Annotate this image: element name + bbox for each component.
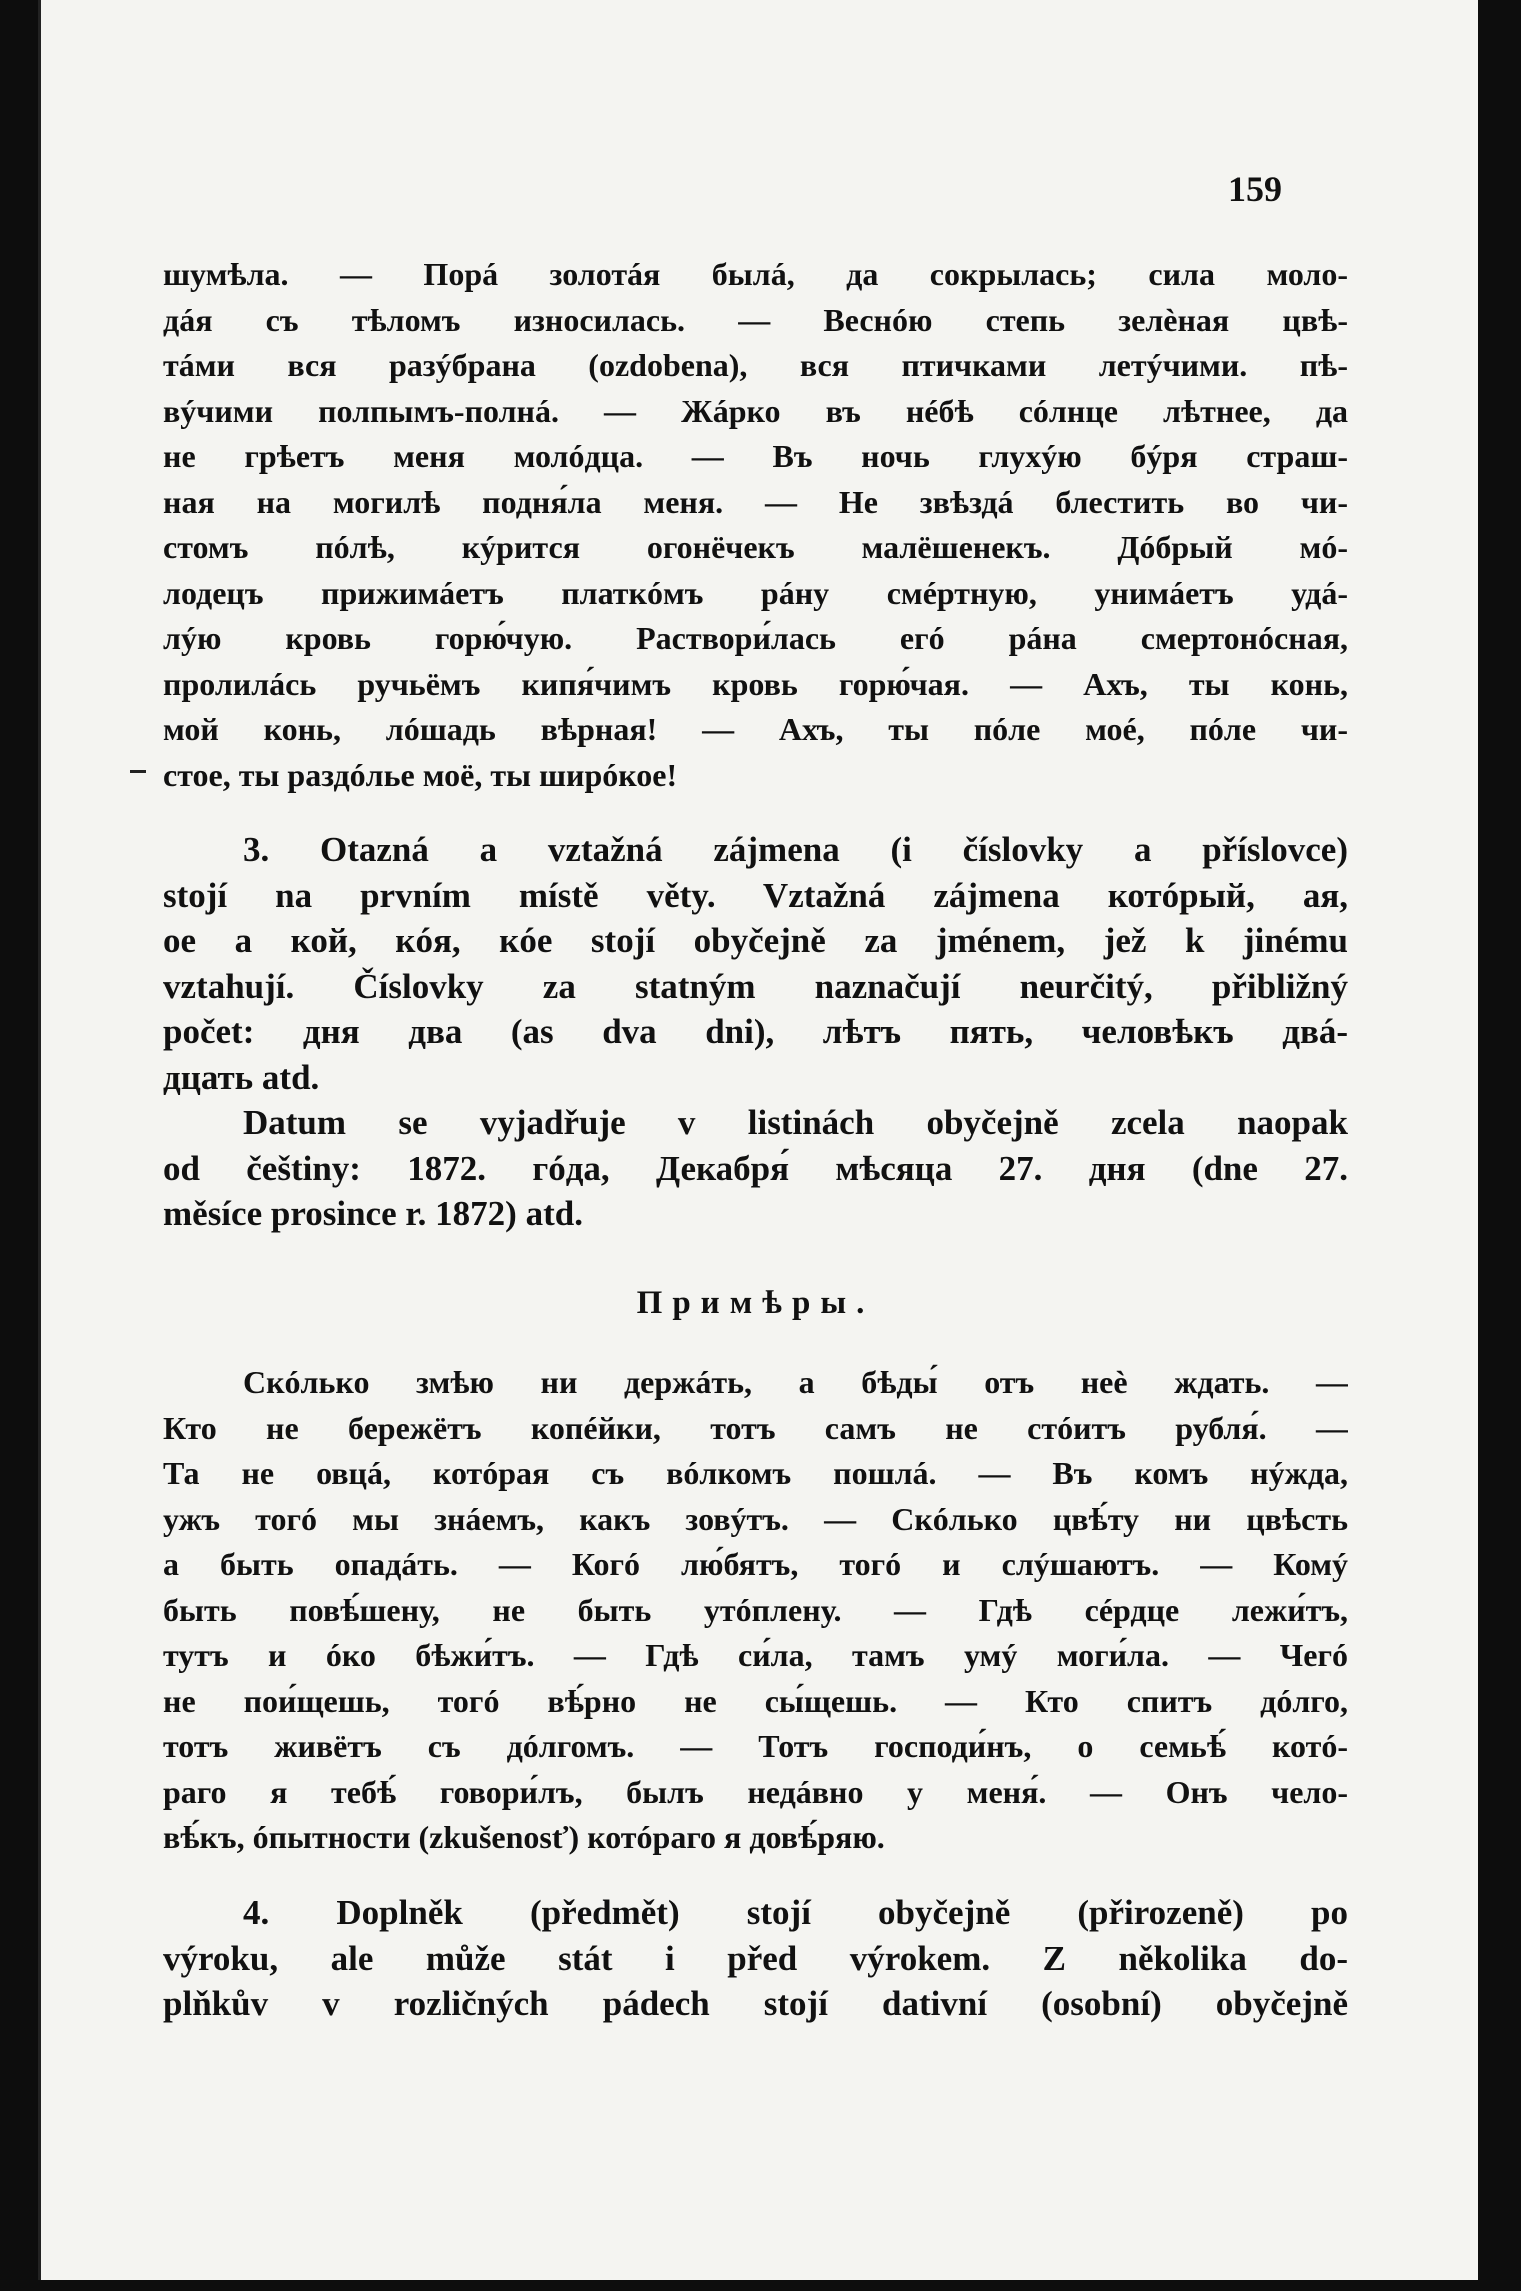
text-line: пролилáсь ручьёмъ кипя́чимъ кровь горю́чая. — Ахъ, ты конь, [163, 665, 1348, 702]
section-4-paragraph [163, 1890, 1348, 2027]
examples-paragraph [163, 1360, 1348, 1861]
text-line: тотъ живётъ съ дóлгомъ. — Тотъ господи́нъ, о семьѣ́ котó- [163, 1728, 1348, 1764]
text-line: plňkův v rozličných pádech stojí dativní (osobní) obyčejně [163, 1984, 1348, 2023]
text-line: мой конь, лóшадь вѣрная! — Ахъ, ты пóле моé, пóле чи- [163, 711, 1348, 747]
text-line: вѣ́къ, óпытности (zkušenosť) котóраго я довѣ́ряю. [163, 1819, 885, 1855]
section-3-paragraph [163, 827, 1348, 1100]
book-page [38, 0, 1478, 2280]
text-line: výroku, ale může stát i před výrokem. Z několika do- [163, 1938, 1348, 1978]
date-paragraph [163, 1100, 1348, 1237]
text-line: Datum se vyjadřuje v listinách obyčejně zcela naopak [243, 1103, 1348, 1142]
text-line: не грѣетъ меня молóдца. — Въ ночь глухýю бýря страш- [163, 438, 1348, 474]
text-line: раго я тебѣ́ говори́лъ, былъ недáвно у меня́. — Онъ чело- [163, 1773, 1348, 1810]
text-line: Скóлько змѣю ни держáть, а бѣды́ отъ неѐ ждать. — [243, 1364, 1348, 1400]
page-edge [38, 0, 41, 2280]
text-line: ое a кой, кóя, кóе stojí obyčejně za jménem, jež k jinému [163, 921, 1348, 960]
text-line: stojí na prvním místě věty. Vztažná zájmena котóрый, ая, [163, 875, 1348, 915]
text-line: стомъ пóлѣ, кýрится огонёчекъ малёшенекъ. Дóбрый мó- [163, 529, 1348, 565]
russian-text-paragraph [163, 252, 1348, 798]
text-line: Та не овцá, котóрая съ вóлкомъ пошлá. — Въ комъ нýжда, [163, 1455, 1348, 1491]
examples-heading: Примѣры. [636, 1285, 875, 1321]
text-line: měsíce prosince r. 1872) atd. [163, 1194, 583, 1233]
text-line: быть повѣ́шену, не быть утóплену. — Гдѣ сéрдце лежи́тъ, [163, 1591, 1348, 1628]
text-line: 4. Doplněk (předmět) stojí obyčejně (přirozeně) po [243, 1893, 1348, 1932]
text-line: ужъ тогó мы знáемъ, какъ зовýтъ. — Скóлько цвѣ́ту ни цвѣсть [163, 1500, 1348, 1537]
text-line: вýчими полпымъ-полнá. — Жáрко въ нéбѣ сóлнце лѣтнее, да [163, 392, 1348, 429]
text-line: дáя съ тѣломъ износилась. — Веснóю степь зелѐная цвѣ- [163, 301, 1348, 338]
text-line: лодецъ прижимáетъ платкóмъ рáну смéртную, унимáетъ удá- [163, 574, 1348, 611]
margin-mark [130, 770, 146, 773]
text-line: тутъ и óко бѣжи́тъ. — Гдѣ си́ла, тамъ умý моги́ла. — Чегó [163, 1637, 1348, 1673]
text-line: а быть опадáть. — Когó лю́бятъ, тогó и слýшаютъ. — Комý [163, 1546, 1348, 1582]
text-line: дцать atd. [163, 1057, 320, 1097]
text-line: vztahují. Číslovky za statným naznačují neurčitý, přibližný [163, 966, 1348, 1006]
text-line: шумѣла. — Порá золотáя былá, да сокрылась; сила моло- [163, 256, 1348, 292]
text-line: 3. Otazná a vztažná zájmena (i číslovky a příslovce) [243, 830, 1348, 869]
text-line: стое, ты раздóлье моё, ты ширóкое! [163, 756, 678, 793]
text-line: Кто не бережётъ копéйки, тотъ самъ не стóитъ рубля́. — [163, 1409, 1348, 1446]
text-line: počet: дня два (as dva dni), лѣтъ пять, человѣкъ двá- [163, 1012, 1348, 1051]
text-line: ная на могилѣ подня́ла меня. — Не звѣздá блестить во чи- [163, 483, 1348, 520]
text-line: лýю кровь горю́чую. Раствори́лась егó рáна смертонóсная, [163, 620, 1348, 656]
text-line: тáми вся разýбрана (ozdobena), вся птичками летýчими. пѣ- [163, 347, 1348, 383]
page-number: 159 [1228, 169, 1282, 209]
text-line: od češtiny: 1872. гóда, Декабря́ мѣсяца 27. дня (dne 27. [163, 1148, 1348, 1188]
text-line: не пои́щешь, тогó вѣ́рно не сы́щешь. — Кто спитъ дóлго, [163, 1682, 1348, 1719]
